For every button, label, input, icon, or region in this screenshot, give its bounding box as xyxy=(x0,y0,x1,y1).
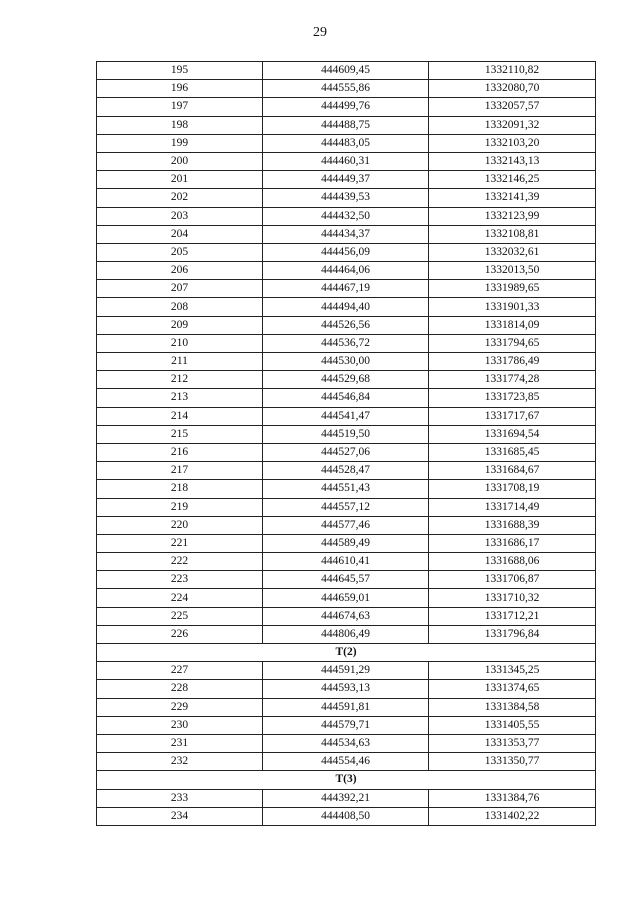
x-coordinate-cell: 444467,19 xyxy=(263,280,429,298)
point-number-cell: 217 xyxy=(97,462,263,480)
table-row xyxy=(97,407,596,425)
y-coordinate-cell: 1331688,39 xyxy=(429,516,596,534)
table-row xyxy=(97,534,596,552)
point-number-cell: 230 xyxy=(97,716,263,734)
x-coordinate-cell: 444659,01 xyxy=(263,589,429,607)
point-number-cell: 206 xyxy=(97,262,263,280)
point-number-cell: 219 xyxy=(97,498,263,516)
point-number-cell: 214 xyxy=(97,407,263,425)
y-coordinate-cell: 1331717,67 xyxy=(429,407,596,425)
y-coordinate-cell: 1331794,65 xyxy=(429,334,596,352)
y-coordinate-cell: 1331685,45 xyxy=(429,443,596,461)
table-row xyxy=(97,625,596,643)
section-label: T(3) xyxy=(97,771,596,789)
table-row xyxy=(97,516,596,534)
x-coordinate-cell: 444432,50 xyxy=(263,207,429,225)
x-coordinate-cell: 444610,41 xyxy=(263,553,429,571)
table-section-header xyxy=(97,644,596,662)
table-row xyxy=(97,680,596,698)
y-coordinate-cell: 1331384,76 xyxy=(429,789,596,807)
y-coordinate-cell: 1331723,85 xyxy=(429,389,596,407)
x-coordinate-cell: 444434,37 xyxy=(263,225,429,243)
x-coordinate-cell: 444591,81 xyxy=(263,698,429,716)
table-row xyxy=(97,807,596,825)
table-row xyxy=(97,716,596,734)
y-coordinate-cell: 1331405,55 xyxy=(429,716,596,734)
x-coordinate-cell: 444674,63 xyxy=(263,607,429,625)
y-coordinate-cell: 1332110,82 xyxy=(429,62,596,80)
x-coordinate-cell: 444609,45 xyxy=(263,62,429,80)
y-coordinate-cell: 1331688,06 xyxy=(429,553,596,571)
x-coordinate-cell: 444529,68 xyxy=(263,371,429,389)
table-row xyxy=(97,243,596,261)
table-row xyxy=(97,98,596,116)
x-coordinate-cell: 444456,09 xyxy=(263,243,429,261)
y-coordinate-cell: 1331901,33 xyxy=(429,298,596,316)
point-number-cell: 196 xyxy=(97,80,263,98)
coordinates-table xyxy=(96,61,596,826)
x-coordinate-cell: 444541,47 xyxy=(263,407,429,425)
table-row xyxy=(97,389,596,407)
x-coordinate-cell: 444527,06 xyxy=(263,443,429,461)
table-row xyxy=(97,152,596,170)
point-number-cell: 208 xyxy=(97,298,263,316)
table-row xyxy=(97,480,596,498)
section-label: T(2) xyxy=(97,644,596,662)
y-coordinate-cell: 1331684,67 xyxy=(429,462,596,480)
table-row xyxy=(97,734,596,752)
y-coordinate-cell: 1332032,61 xyxy=(429,243,596,261)
x-coordinate-cell: 444519,50 xyxy=(263,425,429,443)
y-coordinate-cell: 1331353,77 xyxy=(429,734,596,752)
y-coordinate-cell: 1332080,70 xyxy=(429,80,596,98)
point-number-cell: 200 xyxy=(97,152,263,170)
y-coordinate-cell: 1332141,39 xyxy=(429,189,596,207)
table-row xyxy=(97,353,596,371)
point-number-cell: 229 xyxy=(97,698,263,716)
point-number-cell: 232 xyxy=(97,753,263,771)
x-coordinate-cell: 444488,75 xyxy=(263,116,429,134)
table-row xyxy=(97,334,596,352)
point-number-cell: 231 xyxy=(97,734,263,752)
y-coordinate-cell: 1331989,65 xyxy=(429,280,596,298)
y-coordinate-cell: 1332057,57 xyxy=(429,98,596,116)
x-coordinate-cell: 444460,31 xyxy=(263,152,429,170)
point-number-cell: 224 xyxy=(97,589,263,607)
table-row xyxy=(97,171,596,189)
x-coordinate-cell: 444494,40 xyxy=(263,298,429,316)
point-number-cell: 234 xyxy=(97,807,263,825)
table-row xyxy=(97,498,596,516)
table-row xyxy=(97,80,596,98)
x-coordinate-cell: 444591,29 xyxy=(263,662,429,680)
table-row xyxy=(97,443,596,461)
y-coordinate-cell: 1332091,32 xyxy=(429,116,596,134)
table-row xyxy=(97,589,596,607)
x-coordinate-cell: 444589,49 xyxy=(263,534,429,552)
y-coordinate-cell: 1331350,77 xyxy=(429,753,596,771)
x-coordinate-cell: 444449,37 xyxy=(263,171,429,189)
table-row xyxy=(97,462,596,480)
y-coordinate-cell: 1331384,58 xyxy=(429,698,596,716)
x-coordinate-cell: 444593,13 xyxy=(263,680,429,698)
point-number-cell: 220 xyxy=(97,516,263,534)
x-coordinate-cell: 444546,84 xyxy=(263,389,429,407)
point-number-cell: 203 xyxy=(97,207,263,225)
point-number-cell: 212 xyxy=(97,371,263,389)
table-row xyxy=(97,225,596,243)
y-coordinate-cell: 1332146,25 xyxy=(429,171,596,189)
point-number-cell: 228 xyxy=(97,680,263,698)
x-coordinate-cell: 444392,21 xyxy=(263,789,429,807)
x-coordinate-cell: 444408,50 xyxy=(263,807,429,825)
x-coordinate-cell: 444645,57 xyxy=(263,571,429,589)
x-coordinate-cell: 444551,43 xyxy=(263,480,429,498)
point-number-cell: 218 xyxy=(97,480,263,498)
y-coordinate-cell: 1331714,49 xyxy=(429,498,596,516)
point-number-cell: 201 xyxy=(97,171,263,189)
table-row xyxy=(97,280,596,298)
point-number-cell: 216 xyxy=(97,443,263,461)
x-coordinate-cell: 444483,05 xyxy=(263,134,429,152)
point-number-cell: 213 xyxy=(97,389,263,407)
y-coordinate-cell: 1331706,87 xyxy=(429,571,596,589)
table-row xyxy=(97,262,596,280)
x-coordinate-cell: 444555,86 xyxy=(263,80,429,98)
y-coordinate-cell: 1331712,21 xyxy=(429,607,596,625)
y-coordinate-cell: 1332123,99 xyxy=(429,207,596,225)
point-number-cell: 204 xyxy=(97,225,263,243)
x-coordinate-cell: 444439,53 xyxy=(263,189,429,207)
point-number-cell: 221 xyxy=(97,534,263,552)
y-coordinate-cell: 1331786,49 xyxy=(429,353,596,371)
table-row xyxy=(97,62,596,80)
x-coordinate-cell: 444579,71 xyxy=(263,716,429,734)
table-row xyxy=(97,789,596,807)
point-number-cell: 226 xyxy=(97,625,263,643)
coordinates-table-body xyxy=(97,62,596,826)
table-row xyxy=(97,298,596,316)
x-coordinate-cell: 444499,76 xyxy=(263,98,429,116)
table-row xyxy=(97,698,596,716)
x-coordinate-cell: 444534,63 xyxy=(263,734,429,752)
y-coordinate-cell: 1332108,81 xyxy=(429,225,596,243)
x-coordinate-cell: 444554,46 xyxy=(263,753,429,771)
y-coordinate-cell: 1331710,32 xyxy=(429,589,596,607)
table-row xyxy=(97,553,596,571)
y-coordinate-cell: 1331686,17 xyxy=(429,534,596,552)
point-number-cell: 210 xyxy=(97,334,263,352)
y-coordinate-cell: 1331774,28 xyxy=(429,371,596,389)
x-coordinate-cell: 444526,56 xyxy=(263,316,429,334)
point-number-cell: 207 xyxy=(97,280,263,298)
point-number-cell: 225 xyxy=(97,607,263,625)
page-number: 29 xyxy=(313,25,327,40)
table-row xyxy=(97,207,596,225)
point-number-cell: 222 xyxy=(97,553,263,571)
y-coordinate-cell: 1331814,09 xyxy=(429,316,596,334)
point-number-cell: 202 xyxy=(97,189,263,207)
x-coordinate-cell: 444557,12 xyxy=(263,498,429,516)
x-coordinate-cell: 444577,46 xyxy=(263,516,429,534)
x-coordinate-cell: 444536,72 xyxy=(263,334,429,352)
point-number-cell: 227 xyxy=(97,662,263,680)
y-coordinate-cell: 1331345,25 xyxy=(429,662,596,680)
y-coordinate-cell: 1331402,22 xyxy=(429,807,596,825)
table-row xyxy=(97,134,596,152)
x-coordinate-cell: 444806,49 xyxy=(263,625,429,643)
point-number-cell: 195 xyxy=(97,62,263,80)
point-number-cell: 233 xyxy=(97,789,263,807)
table-section-header xyxy=(97,771,596,789)
y-coordinate-cell: 1332103,20 xyxy=(429,134,596,152)
point-number-cell: 215 xyxy=(97,425,263,443)
point-number-cell: 205 xyxy=(97,243,263,261)
y-coordinate-cell: 1331708,19 xyxy=(429,480,596,498)
point-number-cell: 209 xyxy=(97,316,263,334)
table-row xyxy=(97,571,596,589)
table-row xyxy=(97,371,596,389)
table-row xyxy=(97,607,596,625)
table-row xyxy=(97,753,596,771)
table-row xyxy=(97,425,596,443)
point-number-cell: 197 xyxy=(97,98,263,116)
table-row xyxy=(97,189,596,207)
point-number-cell: 211 xyxy=(97,353,263,371)
point-number-cell: 199 xyxy=(97,134,263,152)
y-coordinate-cell: 1331796,84 xyxy=(429,625,596,643)
point-number-cell: 198 xyxy=(97,116,263,134)
y-coordinate-cell: 1332143,13 xyxy=(429,152,596,170)
y-coordinate-cell: 1331374,65 xyxy=(429,680,596,698)
table-row xyxy=(97,316,596,334)
x-coordinate-cell: 444530,00 xyxy=(263,353,429,371)
x-coordinate-cell: 444528,47 xyxy=(263,462,429,480)
y-coordinate-cell: 1332013,50 xyxy=(429,262,596,280)
x-coordinate-cell: 444464,06 xyxy=(263,262,429,280)
point-number-cell: 223 xyxy=(97,571,263,589)
y-coordinate-cell: 1331694,54 xyxy=(429,425,596,443)
table-row xyxy=(97,116,596,134)
table-row xyxy=(97,662,596,680)
